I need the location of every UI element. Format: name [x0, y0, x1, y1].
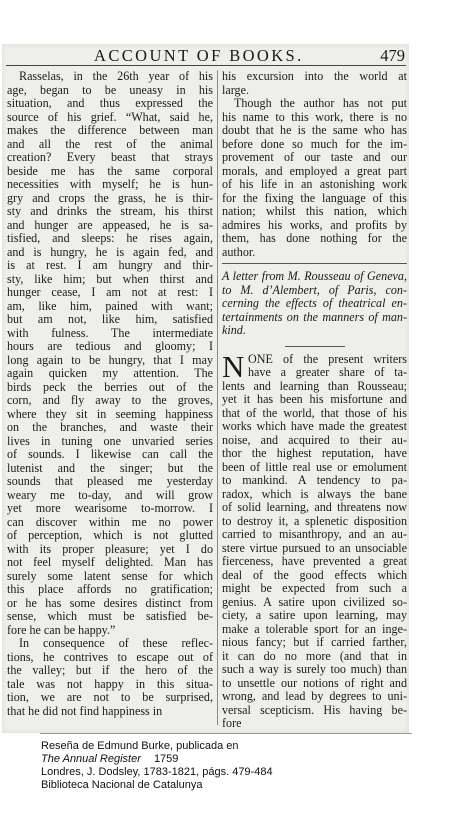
running-header-title: ACCOUNT OF BOOKS.	[94, 46, 304, 65]
text-line: yet it has been his misfortune and	[222, 392, 407, 406]
text-line: to unsettle our notions of right and	[222, 675, 407, 690]
text-line: of sounds. I likewise can call the	[7, 447, 213, 461]
text-line: ONE of the present writers	[248, 351, 407, 366]
text-line: with its proper pleasure; yet I do	[7, 541, 213, 556]
text-line: his excursion into the world at	[222, 69, 407, 83]
text-line: tisfied, and sleeps: he rises again,	[7, 231, 213, 245]
text-line: morals, and employed a great part	[222, 163, 407, 178]
text-line: sty, like him; but when thirst and	[7, 271, 213, 286]
image-caption	[41, 740, 273, 792]
text-line: long again to be hungry, that I may	[7, 352, 213, 367]
text-line: is at rest. I am hungry and thir-	[7, 258, 213, 272]
scanned-book-page	[2, 44, 409, 733]
text-line: tions, he contrives to escape out of	[7, 649, 213, 664]
letter-body	[222, 348, 407, 731]
text-line: with fulness. The intermediate	[7, 325, 213, 340]
running-header	[2, 44, 409, 66]
text-line: makes the difference between man	[7, 123, 213, 137]
text-line: that he did not find happiness in	[7, 703, 163, 718]
text-line: fore	[222, 716, 242, 730]
text-line: for the fixing the language of this	[222, 190, 407, 205]
text-line: doubt that he is the same who has	[222, 123, 407, 137]
text-line: can discover within me no power	[7, 514, 213, 529]
text-line: not feel myself delighted. Man has	[7, 555, 213, 569]
text-line: yet more wearisome to-morrow. I	[7, 501, 213, 515]
right-column-review-ending	[222, 70, 407, 259]
right-column-text	[222, 70, 407, 731]
text-line: provement of our taste and our	[222, 150, 407, 164]
text-line: ciety, a satire upon learning, may	[222, 608, 407, 622]
text-line: on the branches, and waste their	[7, 420, 213, 434]
text-line: before done so much for the im-	[222, 136, 407, 151]
caption-line-4: Biblioteca Nacional de Catalunya	[41, 779, 203, 791]
text-line: situation, and thus expressed the	[7, 96, 213, 110]
text-line: admires his works, and profits by	[222, 217, 407, 232]
text-line: sty and drinks the stream, his thirst	[7, 204, 213, 218]
text-line: where they sit in seeming happiness	[7, 406, 213, 421]
text-line: or he has some desires distinct from	[7, 595, 213, 610]
text-line: this place affords no gratification;	[7, 582, 213, 596]
text-line: cerning the effects of theatrical en-	[222, 296, 407, 310]
text-line: author.	[222, 244, 256, 259]
text-line: thor the highest reputation, have	[222, 446, 407, 460]
text-line: carried to misanthropy, and an au-	[222, 527, 407, 541]
text-line: works which have made the greatest	[222, 419, 407, 433]
column-divider	[217, 70, 218, 725]
text-line: age, began to be uneasy in his	[7, 82, 213, 97]
text-line: them, has done nothing for the	[222, 231, 407, 245]
text-line: wrong, and lead by degrees to uni-	[222, 689, 407, 703]
text-line: been of little real use or emolument	[222, 459, 407, 474]
text-line: to M. d’Alembert, of Paris, con-	[222, 282, 407, 297]
caption-line-1: Reseña de Edmund Burke, publicada en	[41, 740, 239, 752]
text-line: necessities with myself; he is hun-	[7, 177, 213, 191]
text-line: creation? Every beast that strays	[7, 150, 213, 164]
text-line: but am not, like him, satisfied	[7, 312, 213, 326]
text-line: A letter from M. Rousseau of Geneva,	[222, 269, 407, 283]
text-line: large.	[222, 82, 249, 97]
text-line: radox, which is always the bane	[222, 486, 407, 501]
text-line: source of his grief. “What, said he,	[7, 109, 213, 124]
text-line: versal scepticism. His having be-	[222, 702, 407, 717]
text-line: genius. A satire upon civilized so-	[222, 594, 407, 609]
text-line: nious fancy; but if carried farther,	[222, 635, 407, 649]
text-line: sounds that pleased me yesterday	[7, 474, 213, 488]
text-line: tertainments on the manners of man-	[222, 309, 407, 324]
text-line: gry and crops the grass, he is thir-	[7, 190, 213, 205]
caption-line-2	[41, 753, 273, 766]
text-line: make a tolerable sport for an inge-	[222, 621, 407, 636]
text-line: sense, which must be satisfied be-	[7, 609, 213, 623]
text-line: to destroy it, a splenetic disposition	[222, 513, 407, 528]
text-line: am, like him, pained with want;	[7, 298, 213, 313]
text-line: have a greater share of ta-	[248, 365, 407, 379]
text-line: lutenist and the singer; but the	[7, 460, 213, 475]
text-line: that of the world, that those of his	[222, 405, 407, 420]
text-line: Though the author has not put	[234, 96, 407, 110]
text-line: deal of the good effects which	[222, 567, 407, 582]
text-line: hours are tedious and gloomy; I	[7, 339, 213, 353]
text-line: might be expected from such a	[222, 581, 407, 595]
text-line: beside me has the same corporal	[7, 163, 213, 178]
text-line: of his life in an astonishing work	[222, 177, 407, 191]
text-line: In consequence of these reflec-	[19, 636, 213, 650]
text-line: Rasselas, in the 26th year of his	[19, 69, 213, 83]
caption-publication-title: The Annual Register	[41, 753, 141, 765]
heading-rule	[285, 346, 345, 347]
text-line: lives in tuning one unvaried series	[7, 433, 213, 448]
text-line: tion, we are not to be surprised,	[7, 690, 213, 704]
text-line: noise, and acquired to their au-	[222, 432, 407, 447]
caption-rule	[40, 733, 412, 734]
text-line: again quicken my attention. The	[7, 366, 213, 380]
text-line: stere virtue pursued to an unsociable	[222, 540, 407, 555]
text-line: lents and learning than Rousseau;	[222, 378, 407, 393]
text-line: nation; whilst this nation, which	[222, 204, 407, 218]
text-line: of solid learning, and threatens now	[222, 500, 407, 514]
drop-cap: N	[222, 348, 245, 384]
text-line: it can do no more (and that in	[222, 648, 407, 663]
text-line: to mankind. A tendency to pa-	[222, 473, 407, 487]
text-line: of perception, which is not glutted	[7, 528, 213, 542]
page-number: 479	[380, 46, 405, 65]
text-line: corn, and fly away to the groves,	[7, 393, 213, 407]
text-line: weary me to-day, and will grow	[7, 487, 213, 502]
text-line: the valley; but if the hero of the	[7, 663, 213, 677]
left-column-text	[7, 70, 213, 718]
caption-year: 1759	[153, 753, 179, 765]
text-line: surely some latent sense for which	[7, 568, 213, 583]
text-line: and all the rest of the animal	[7, 136, 213, 151]
text-line: fierceness, have prevented a great	[222, 554, 407, 568]
text-line: birds peck the berries out of the	[7, 379, 213, 394]
header-rule	[6, 65, 406, 66]
text-line: his name to this work, there is no	[222, 109, 407, 124]
text-line: hunger cease, I am not at rest: I	[7, 285, 213, 299]
text-line: tale was not happy in this situa-	[7, 676, 213, 691]
text-line: such a way is surely too much) than	[222, 662, 407, 676]
text-line: kind.	[222, 323, 246, 337]
letter-heading	[222, 270, 407, 338]
text-line: fore he can be happy.”	[7, 622, 116, 637]
text-line: and is hungry, he is again fed, and	[7, 244, 213, 259]
text-line: and hunger are appeased, he is sa-	[7, 217, 213, 232]
caption-line-3: Londres, J. Dodsley, 1783-1821, págs. 479-484	[41, 766, 273, 778]
section-rule	[222, 263, 407, 264]
